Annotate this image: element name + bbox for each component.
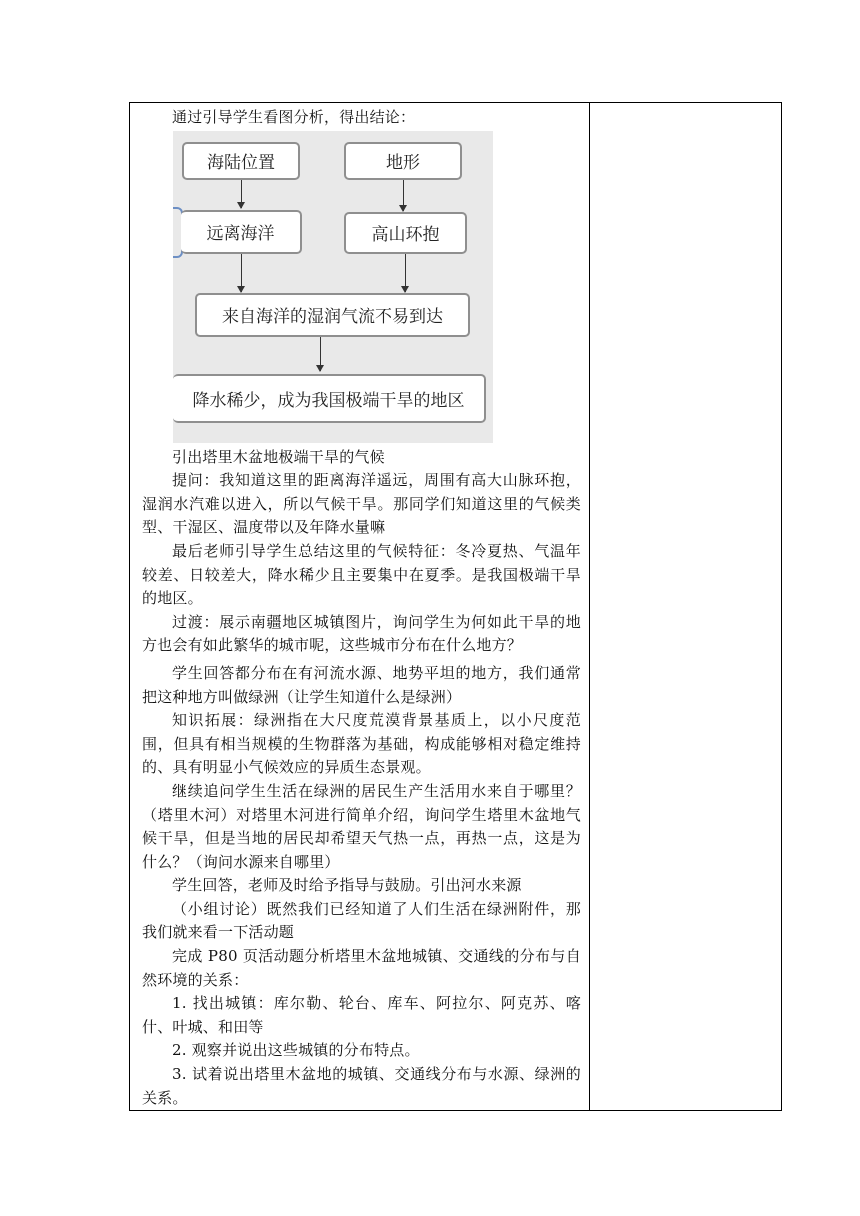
paragraph-10: 完成 P80 页活动题分析塔里木盆地城镇、交通线的分布与自然环境的关系：	[142, 947, 581, 989]
arrow-mountains-down	[405, 254, 406, 292]
paragraph-13: 3. 试着说出塔里木盆地的城镇、交通线分布与水源、绿洲的关系。	[142, 1065, 581, 1107]
arrow-airflow-down	[320, 337, 321, 371]
paragraph-6: 知识拓展：绿洲指在大尺度荒漠背景基质上，以小尺度范围，但具有相当规模的生物群落为基础，构成能够相对稳定维持的、具有明显小气候效应的异质生态景观。	[142, 711, 581, 777]
cause-diagram	[173, 131, 493, 443]
box-surrounded-by-mountains: 高山环抱	[344, 212, 467, 254]
intro-text: 通过引导学生看图分析，得出结论：	[172, 108, 416, 126]
box-moist-airflow: 来自海洋的湿润气流不易到达	[195, 293, 470, 337]
paragraph-2: 提问：我知道这里的距离海洋遥远，周围有高大山脉环抱，湿润水汽难以进入，所以气候干旱。那同学们知道这里的气候类型、干湿区、温度带以及年降水量嘛	[142, 471, 581, 537]
box-far-from-ocean: 远离海洋	[181, 210, 302, 254]
box-terrain: 地形	[344, 142, 462, 180]
paragraph-9: （小组讨论）既然我们已经知道了人们生活在绿洲附件，那我们就来看一下活动题	[142, 899, 581, 942]
paragraph-12: 2. 观察并说出这些城镇的分布特点。	[172, 1041, 420, 1060]
paragraph-8: 学生回答，老师及时给予指导与鼓励。引出河水来源	[172, 876, 522, 895]
box-sea-land-position: 海陆位置	[182, 142, 300, 180]
paragraph-1: 引出塔里木盆地极端干旱的气候	[172, 447, 385, 466]
box-conclusion: 降水稀少，成为我国极端干旱的地区	[173, 374, 486, 423]
arrow-sea-land-down	[241, 180, 242, 208]
arrow-far-ocean-down	[241, 254, 242, 292]
notes-cell	[590, 103, 782, 1111]
paragraph-5: 学生回答都分布在有河流水源、地势平坦的地方，我们通常把这种地方叫做绿洲（让学生知道什么是绿洲）	[142, 663, 581, 706]
paragraph-3: 最后老师引导学生总结这里的气候特征：冬冷夏热、气温年较差、日较差大，降水稀少且主要集中在夏季。是我国极端干旱的地区。	[142, 541, 581, 608]
main-cell	[130, 103, 590, 1111]
paragraph-11: 1. 找出城镇：库尔勒、轮台、库车、阿拉尔、阿克苏、喀什、叶城、和田等	[142, 994, 581, 1036]
paragraph-4: 过渡：展示南疆地区城镇图片，询问学生为何如此干旱的地方也会有如此繁华的城市呢，这些城市分布在什么地方？	[142, 612, 581, 655]
arrow-terrain-down	[403, 180, 404, 211]
lesson-table	[129, 102, 782, 1111]
paragraph-7: 继续追问学生生活在绿洲的居民生产生活用水来自于哪里？（塔里木河）对塔里木河进行简单介绍，询问学生塔里木盆地气候干旱，但是当地的居民却希望天气热一点，再热一点，这是为什么？（询问水源来自哪里）	[142, 781, 581, 871]
